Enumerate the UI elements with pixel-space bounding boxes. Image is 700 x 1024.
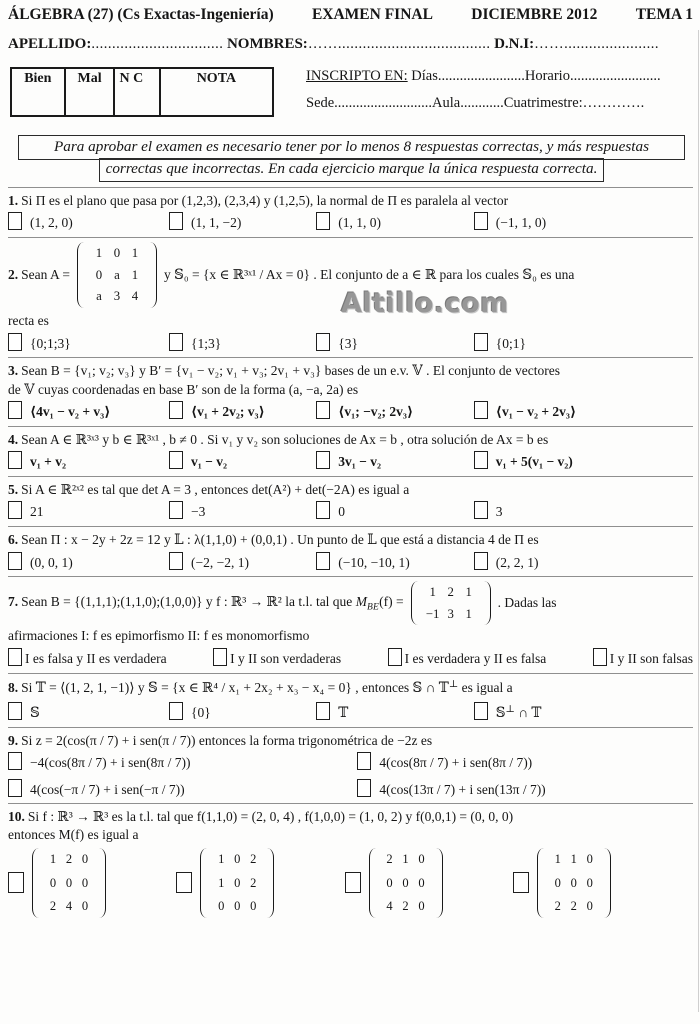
question-separator bbox=[8, 803, 693, 804]
q6-option-2: (−2, −2, 1) bbox=[169, 552, 316, 572]
answer-checkbox[interactable] bbox=[213, 648, 227, 666]
question-4 bbox=[8, 431, 693, 471]
answer-checkbox[interactable] bbox=[169, 401, 183, 419]
answer-checkbox[interactable] bbox=[8, 401, 22, 419]
answer-checkbox[interactable] bbox=[474, 451, 488, 469]
q5-option-2: −3 bbox=[169, 501, 316, 521]
q10-matrix-3: 2 1 0 0 0 0 4 2 0 bbox=[369, 848, 443, 917]
answer-checkbox[interactable] bbox=[316, 552, 330, 570]
answer-checkbox[interactable] bbox=[8, 702, 22, 720]
question-number: 4. bbox=[8, 431, 19, 447]
question-number: 10. bbox=[8, 809, 25, 825]
q2-option-2: {1;3} bbox=[169, 333, 316, 353]
q9-option-2: 4(cos(8π / 7) + i sen(8π / 7)) bbox=[357, 752, 693, 772]
answer-checkbox[interactable] bbox=[316, 451, 330, 469]
nombres-label: NOMBRES: bbox=[226, 36, 308, 53]
answer-checkbox[interactable] bbox=[357, 752, 371, 770]
q6-option-4: (2, 2, 1) bbox=[474, 552, 693, 572]
q2-option-1: {0;1;3} bbox=[8, 333, 169, 353]
student-name-line bbox=[8, 35, 693, 55]
answer-checkbox[interactable] bbox=[8, 552, 22, 570]
answer-checkbox[interactable] bbox=[169, 501, 183, 519]
q1-option-3: (1, 1, 0) bbox=[316, 212, 474, 232]
q10-matrix-2: 1 0 2 1 0 2 0 0 0 bbox=[200, 848, 274, 917]
q6-option-3: (−10, −10, 1) bbox=[316, 552, 474, 572]
inscription-block bbox=[306, 67, 661, 123]
question-separator bbox=[8, 727, 693, 728]
exam-title-bar bbox=[8, 5, 693, 25]
nombres-blank-field[interactable]: ……..................................... bbox=[307, 36, 491, 53]
q3-option-3: ⟨v₁; −v₂; 2v₃⟩ bbox=[316, 401, 474, 421]
question-5-stem: 5. Si A ∈ ℝ²ˣ² es tal que det A = 3 , entonces det(A²) + det(−2A) es igual a bbox=[8, 481, 410, 497]
q8-option-1: 𝕊 bbox=[8, 702, 169, 722]
question-10-stem: 10. Si f : ℝ³ → ℝ³ es la t.l. tal que f(1,1,0) = (2, 0, 4) , f(1,0,0) = (1, 0, 2) y f(0,0,1) = (0, 0, 0) bbox=[8, 809, 514, 825]
answer-checkbox[interactable] bbox=[474, 401, 488, 419]
altillo-watermark: Altillo.com bbox=[341, 288, 509, 319]
question-6-stem: 6. Sean Π : x − 2y + 2z = 12 y 𝕃 : λ(1,1,0) + (0,0,1) . Un punto de 𝕃 que está a distancia 4 de Π es bbox=[8, 531, 539, 547]
answer-checkbox[interactable] bbox=[388, 648, 402, 666]
dni-label: D.N.I: bbox=[494, 36, 535, 53]
q7-option-2: I y II son verdaderas bbox=[213, 648, 341, 668]
question-8 bbox=[8, 678, 693, 722]
question-9 bbox=[8, 732, 693, 799]
q1-option-1: (1, 2, 0) bbox=[8, 212, 169, 232]
answer-checkbox[interactable] bbox=[474, 552, 488, 570]
question-3-stem: 3. Sean B = {v₁; v₂; v₃} y B′ = {v₁ − v₂; v₁ + v₃; 2v₁ + v₃} bases de un e.v. 𝕍 . El conjunto de vectores bbox=[8, 363, 560, 379]
answer-checkbox[interactable] bbox=[316, 401, 330, 419]
q1-option-2: (1, 1, −2) bbox=[169, 212, 316, 232]
question-7-stem: 7. Sean B = {(1,1,1);(1,1,0);(1,0,0)} y f : ℝ³ → ℝ² la t.l. tal que $M_{BE}(f)$ = 1 2 1 −1 3 1 . Dadas las bbox=[8, 581, 693, 625]
dias-horario-blank-field[interactable]: Días........................Horario......................... bbox=[407, 67, 661, 84]
course-title: ÁLGEBRA (27) (Cs Exactas-Ingeniería) bbox=[8, 6, 274, 23]
answer-checkbox[interactable] bbox=[8, 212, 22, 230]
question-separator bbox=[8, 187, 693, 188]
score-cell-mal: Mal bbox=[65, 68, 115, 116]
q4-option-4: v₁ + 5(v₁ − v₂) bbox=[474, 451, 693, 471]
q8-option-2: {0} bbox=[169, 702, 316, 722]
score-and-inscription-row bbox=[8, 67, 693, 123]
q2-matrix: 1 0 1 0 a 1 a 3 4 bbox=[77, 242, 157, 308]
question-number: 2. bbox=[8, 267, 19, 283]
answer-checkbox[interactable] bbox=[474, 333, 488, 351]
answer-checkbox[interactable] bbox=[169, 451, 183, 469]
question-separator bbox=[8, 576, 693, 577]
answer-checkbox[interactable] bbox=[8, 333, 22, 351]
question-number: 3. bbox=[8, 363, 19, 379]
question-separator bbox=[8, 526, 693, 527]
q5-option-4: 3 bbox=[474, 501, 693, 521]
q8-option-4: 𝕊⊥ ∩ 𝕋 bbox=[474, 702, 693, 722]
question-number: 5. bbox=[8, 481, 19, 497]
question-9-stem: 9. Si z = 2(cos(π / 7) + i sen(π / 7)) entonces la forma trigonométrica de −2z es bbox=[8, 732, 433, 748]
q4-option-2: v₁ − v₂ bbox=[169, 451, 316, 471]
question-7-stem-line2: afirmaciones I: f es epimorfismo II: f es monomorfismo bbox=[8, 628, 310, 644]
question-separator bbox=[8, 237, 693, 238]
answer-checkbox[interactable] bbox=[8, 752, 22, 770]
q9-option-3: 4(cos(−π / 7) + i sen(−π / 7)) bbox=[8, 779, 357, 799]
answer-checkbox[interactable] bbox=[345, 872, 361, 893]
q6-option-1: (0, 0, 1) bbox=[8, 552, 169, 572]
question-10-stem-line2: entonces M(f) es igual a bbox=[8, 826, 139, 842]
answer-checkbox[interactable] bbox=[316, 212, 330, 230]
question-3 bbox=[8, 362, 693, 421]
q9-option-4: 4(cos(13π / 7) + i sen(13π / 7)) bbox=[357, 779, 693, 799]
answer-checkbox[interactable] bbox=[176, 872, 192, 893]
question-7 bbox=[8, 581, 693, 668]
question-number: 8. bbox=[8, 679, 19, 695]
answer-checkbox[interactable] bbox=[169, 333, 183, 351]
answer-checkbox[interactable] bbox=[8, 779, 22, 797]
answer-checkbox[interactable] bbox=[316, 702, 330, 720]
instructions-box bbox=[18, 135, 685, 182]
question-5 bbox=[8, 481, 693, 521]
q10-option-1 bbox=[8, 848, 106, 917]
exam-tema: TEMA 1 bbox=[635, 6, 693, 23]
q7-option-1: I es falsa y II es verdadera bbox=[8, 648, 167, 668]
apellido-blank-field[interactable]: ................................ bbox=[91, 36, 224, 53]
q7-matrix: 1 2 1 −1 3 1 bbox=[411, 581, 491, 625]
answer-checkbox[interactable] bbox=[474, 212, 488, 230]
q7-option-4: I y II son falsas bbox=[593, 648, 693, 668]
question-6 bbox=[8, 531, 693, 571]
question-separator bbox=[8, 426, 693, 427]
question-1 bbox=[8, 192, 693, 232]
q2-option-3: {3} bbox=[316, 333, 474, 353]
q5-option-3: 0 bbox=[316, 501, 474, 521]
score-cell-nc: N C bbox=[114, 68, 159, 116]
answer-checkbox[interactable] bbox=[8, 501, 22, 519]
q7-option-3: I es verdadera y II es falsa bbox=[388, 648, 547, 668]
answer-checkbox[interactable] bbox=[8, 872, 24, 893]
answer-checkbox[interactable] bbox=[513, 872, 529, 893]
q8-option-3: 𝕋 bbox=[316, 702, 474, 722]
exam-date: DICIEMBRE 2012 bbox=[471, 6, 598, 23]
answer-checkbox[interactable] bbox=[316, 501, 330, 519]
score-table bbox=[10, 67, 274, 117]
answer-checkbox[interactable] bbox=[316, 333, 330, 351]
question-number: 6. bbox=[8, 531, 19, 547]
q10-matrix-1: 1 2 0 0 0 0 2 4 0 bbox=[32, 848, 106, 917]
q1-option-4: (−1, 1, 0) bbox=[474, 212, 693, 232]
answer-checkbox[interactable] bbox=[169, 702, 183, 720]
exam-type: EXAMEN FINAL bbox=[311, 6, 433, 23]
dni-blank-field[interactable]: ……....................... bbox=[534, 36, 659, 53]
q3-option-2: ⟨v₁ + 2v₂; v₃⟩ bbox=[169, 401, 316, 421]
q10-option-3 bbox=[345, 848, 443, 917]
answer-checkbox[interactable] bbox=[474, 702, 488, 720]
q5-option-1: 21 bbox=[8, 501, 169, 521]
question-number: 9. bbox=[8, 732, 19, 748]
question-2-stem-line2: recta es bbox=[8, 313, 49, 329]
answer-checkbox[interactable] bbox=[8, 451, 22, 469]
question-2-stem: 2. Sean A = 1 0 1 0 a 1 a 3 4 y 𝕊₀ = {x ∈ ℝ³ˣ¹ / Ax = 0} . El conjunto de a ∈ ℝ para los cuales 𝕊₀ es una bbox=[8, 242, 693, 308]
q10-option-2 bbox=[176, 848, 274, 917]
answer-checkbox[interactable] bbox=[8, 648, 22, 666]
q2-option-4: {0;1} bbox=[474, 333, 693, 353]
question-1-stem: 1. Si Π es el plano que pasa por (1,2,3), (2,3,4) y (1,2,5), la normal de Π es paralela al vector bbox=[8, 192, 509, 208]
apellido-label: APELLIDO: bbox=[8, 36, 92, 53]
q4-option-1: v₁ + v₂ bbox=[8, 451, 169, 471]
q4-option-3: 3v₁ − v₂ bbox=[316, 451, 474, 471]
answer-checkbox[interactable] bbox=[474, 501, 488, 519]
q10-matrix-4: 1 1 0 0 0 0 2 2 0 bbox=[537, 848, 611, 917]
question-8-stem: 8. Si 𝕋 = ⟨(1, 2, 1, −1)⟩ y 𝕊 = {x ∈ ℝ⁴ / x₁ + 2x₂ + x₃ − x₄ = 0} , entonces 𝕊 ∩ 𝕋⊥ es igual a bbox=[8, 678, 513, 695]
q3-option-1: ⟨4v₁ − v₂ + v₃⟩ bbox=[8, 401, 169, 421]
question-4-stem: 4. Sean A ∈ ℝ³ˣ³ y b ∈ ℝ³ˣ¹ , b ≠ 0 . Si v₁ y v₂ son soluciones de Ax = b , otra solución de Ax = b es bbox=[8, 431, 549, 447]
answer-checkbox[interactable] bbox=[357, 779, 371, 797]
instructions-line-1: Para aprobar el examen es necesario tener por lo menos 8 respuestas correctas, y más respuestas bbox=[18, 135, 685, 160]
q3-option-4: ⟨v₁ − v₂ + 2v₃⟩ bbox=[474, 401, 693, 421]
question-10 bbox=[8, 808, 693, 917]
answer-checkbox[interactable] bbox=[169, 552, 183, 570]
question-number: 7. bbox=[8, 593, 19, 609]
q9-option-1: −4(cos(8π / 7) + i sen(8π / 7)) bbox=[8, 752, 357, 772]
score-cell-bien: Bien bbox=[11, 68, 65, 116]
question-separator bbox=[8, 673, 693, 674]
answer-checkbox[interactable] bbox=[593, 648, 607, 666]
scan-edge-artifact bbox=[698, 30, 699, 1012]
score-cell-nota: NOTA bbox=[160, 68, 273, 116]
inscripto-en-label: INSCRIPTO EN: bbox=[306, 67, 408, 84]
question-separator bbox=[8, 476, 693, 477]
question-3-stem-line2: de 𝕍 cuyas coordenadas en base B′ son de la forma (a, −a, 2a) es bbox=[8, 381, 359, 397]
question-number: 1. bbox=[8, 192, 19, 208]
sede-aula-blank-field[interactable]: Sede...........................Aula............Cuatrimestre:…………. bbox=[306, 95, 645, 112]
answer-checkbox[interactable] bbox=[169, 212, 183, 230]
question-separator bbox=[8, 357, 693, 358]
q10-option-4 bbox=[513, 848, 611, 917]
instructions-line-2: correctas que incorrectas. En cada ejercicio marque la única respuesta correcta. bbox=[99, 158, 605, 182]
